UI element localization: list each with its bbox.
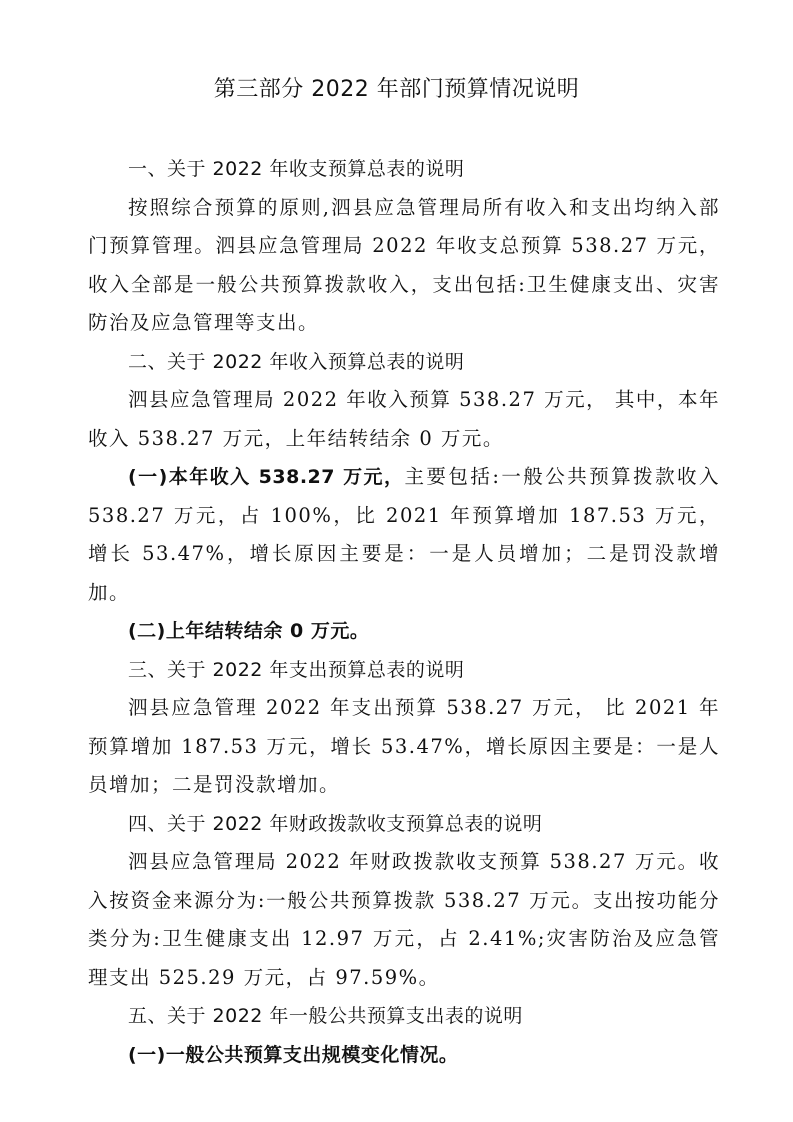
section-2-sub1 <box>88 458 720 612</box>
section-4-heading: 四、关于 2022 年财政拨款收支预算总表的说明 <box>128 812 543 835</box>
page-title: 第三部分 2022 年部门预算情况说明 <box>213 77 580 102</box>
section-3-heading: 三、关于 2022 年支出预算总表的说明 <box>128 658 465 681</box>
section-1-heading: 一、关于 2022 年收支预算总表的说明 <box>128 158 465 180</box>
section-2-heading: 二、关于 2022 年收入预算总表的说明 <box>128 350 465 373</box>
section-2-sub1-bold: (一)本年收入 538.27 万元， <box>128 466 405 488</box>
document-body <box>88 150 720 1074</box>
section-1-text: 按照综合预算的原则,泗县应急管理局所有收入和支出均纳入部门预算管理。泗县应急管理局 2022 年收支总预算 538.27 万元，收入全部是一般公共预算拨款收入，支出包括:卫生健康支出、灾害防治及应急管理等支出。 <box>88 195 720 334</box>
section-2-text: 泗县应急管理局 2022 年收入预算 538.27 万元， 其中，本年收入 538.27 万元，上年结转结余 0 万元。 <box>88 388 720 450</box>
section-2-sub1-text: 主要包括:一般公共预算拨款收入 538.27 万元，占 100%，比 2021 年预算增加 187.53 万元，增长 53.47%，增长原因主要是：一是人员增加；二是罚没款增加。 <box>88 465 721 604</box>
section-5-sub1: (一)一般公共预算支出规模变化情况。 <box>128 1043 459 1066</box>
section-3-text: 泗县应急管理 2022 年支出预算 538.27 万元， 比 2021 年预算增加 187.53 万元，增长 53.47%，增长原因主要是：一是人员增加；二是罚没款增加。 <box>88 696 720 796</box>
section-4-text: 泗县应急管理局 2022 年财政拨款收支预算 538.27 万元。收入按资金来源分为:一般公共预算拨款 538.27 万元。支出按功能分类分为:卫生健康支出 12.97 万元，占 2.41%;灾害防治及应急管理支出 525.29 万元，占 97.59%。 <box>88 850 720 989</box>
section-5-heading: 五、关于 2022 年一般公共预算支出表的说明 <box>128 1005 523 1027</box>
section-2-sub2: (二)上年结转结余 0 万元。 <box>128 620 370 642</box>
